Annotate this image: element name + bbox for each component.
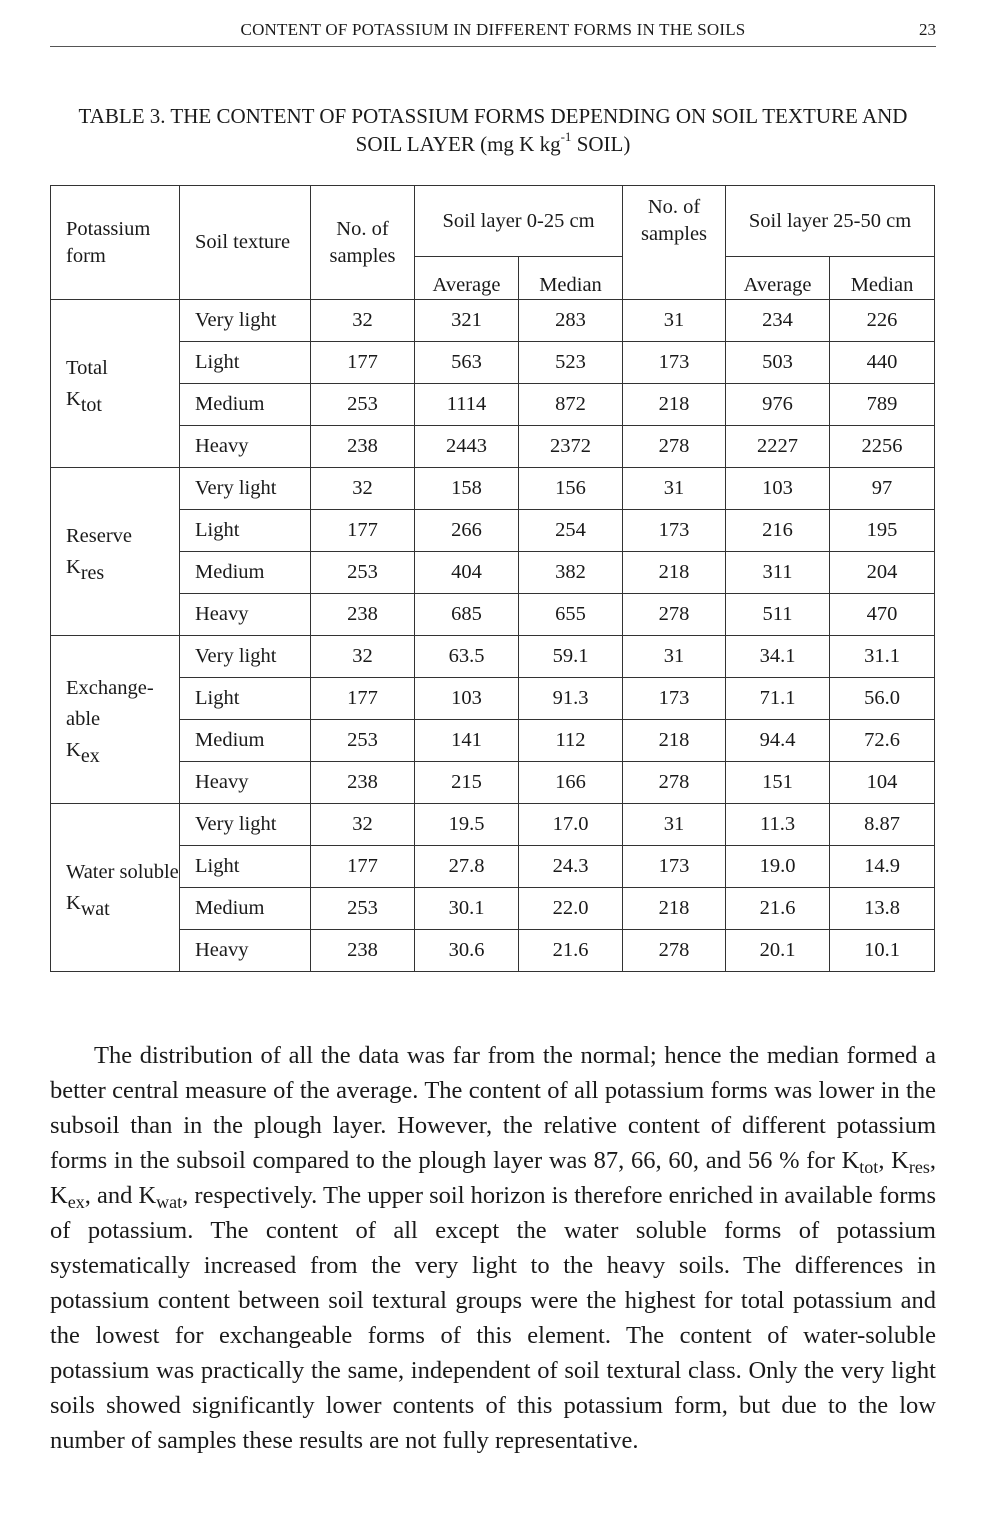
page-number: 23 — [919, 20, 936, 39]
value-cell-med2: 204 — [830, 552, 935, 594]
table-row — [51, 510, 935, 552]
value-cell-med2: 104 — [830, 762, 935, 804]
potassium-form-symbol — [66, 735, 179, 766]
value-cell-n1: 253 — [311, 384, 415, 426]
value-cell-avg2: 151 — [726, 762, 830, 804]
value-cell-avg2: 976 — [726, 384, 830, 426]
table-row — [51, 930, 935, 972]
value-cell-avg2: 311 — [726, 552, 830, 594]
value-cell-avg1: 321 — [415, 300, 519, 342]
header-soil-texture: Soil texture — [180, 186, 311, 300]
soil-texture-cell: Medium — [180, 888, 311, 930]
value-cell-avg2: 511 — [726, 594, 830, 636]
value-cell-n1: 253 — [311, 552, 415, 594]
value-cell-avg1: 1114 — [415, 384, 519, 426]
paragraph-text-2: , respectively. The upper soil horizon is therefore enriched in available forms of potassium. The content of all except the water soluble forms of potassium systematically increased from the very light to the heavy soils. The differences in potassium content between soil textural groups were the highest for total potassium and the lowest for exchangeable forms of this element. The content of water-soluble potassium was practically the same, independent of soil textural class. Only the very light soils showed significantly lower contents of this potassium form, but due to the low number of samples these results are not fully representative. — [50, 1182, 936, 1454]
value-cell-med1: 254 — [519, 510, 623, 552]
value-cell-med1: 655 — [519, 594, 623, 636]
subscript-wat: wat — [156, 1192, 183, 1212]
value-cell-avg1: 563 — [415, 342, 519, 384]
table-row — [51, 636, 935, 678]
potassium-form-symbol — [66, 888, 179, 919]
value-cell-n2: 31 — [623, 804, 726, 846]
value-cell-avg2: 71.1 — [726, 678, 830, 720]
value-cell-avg1: 103 — [415, 678, 519, 720]
value-cell-med1: 2372 — [519, 426, 623, 468]
soil-texture-cell: Light — [180, 846, 311, 888]
subscript-res: res — [908, 1157, 930, 1177]
value-cell-n2: 173 — [623, 342, 726, 384]
value-cell-med2: 195 — [830, 510, 935, 552]
value-cell-avg1: 30.6 — [415, 930, 519, 972]
table-row — [51, 468, 935, 510]
value-cell-med2: 440 — [830, 342, 935, 384]
separator-1: , K — [878, 1147, 909, 1174]
value-cell-avg2: 2227 — [726, 426, 830, 468]
potassium-form-cell — [51, 300, 180, 468]
value-cell-med2: 14.9 — [830, 846, 935, 888]
value-cell-avg2: 11.3 — [726, 804, 830, 846]
value-cell-med2: 56.0 — [830, 678, 935, 720]
value-cell-avg1: 30.1 — [415, 888, 519, 930]
value-cell-n1: 177 — [311, 846, 415, 888]
value-cell-n1: 32 — [311, 468, 415, 510]
running-title: CONTENT OF POTASSIUM IN DIFFERENT FORMS IN THE SOILS — [240, 20, 746, 39]
potassium-form-cell — [51, 468, 180, 636]
symbol-main: K — [66, 387, 81, 410]
soil-texture-cell: Light — [180, 510, 311, 552]
value-cell-med1: 91.3 — [519, 678, 623, 720]
separator-2: , K — [50, 1147, 936, 1209]
table-row — [51, 552, 935, 594]
value-cell-n2: 173 — [623, 510, 726, 552]
table-row — [51, 804, 935, 846]
table-body — [51, 300, 935, 972]
value-cell-n1: 238 — [311, 762, 415, 804]
value-cell-n1: 253 — [311, 720, 415, 762]
value-cell-avg2: 503 — [726, 342, 830, 384]
subscript-tot: tot — [859, 1157, 879, 1177]
value-cell-med2: 97 — [830, 468, 935, 510]
symbol-subscript: tot — [80, 393, 102, 416]
value-cell-n2: 218 — [623, 552, 726, 594]
potassium-form-name: Reserve — [66, 524, 133, 547]
value-cell-n2: 31 — [623, 636, 726, 678]
value-cell-med1: 22.0 — [519, 888, 623, 930]
header-average-2: Average — [726, 257, 830, 300]
value-cell-avg1: 215 — [415, 762, 519, 804]
value-cell-n1: 32 — [311, 636, 415, 678]
body-paragraph — [50, 1038, 936, 1458]
potassium-form-cell — [51, 804, 180, 972]
soil-texture-cell: Light — [180, 678, 311, 720]
value-cell-n2: 218 — [623, 720, 726, 762]
soil-texture-cell: Heavy — [180, 762, 311, 804]
potassium-table — [50, 185, 935, 972]
header-median-2: Median — [830, 257, 935, 300]
value-cell-med1: 872 — [519, 384, 623, 426]
potassium-form-name: Exchange- able — [66, 677, 154, 730]
potassium-form-symbol — [66, 552, 179, 583]
soil-texture-cell: Heavy — [180, 426, 311, 468]
value-cell-med2: 10.1 — [830, 930, 935, 972]
value-cell-n2: 173 — [623, 846, 726, 888]
soil-texture-cell: Very light — [180, 468, 311, 510]
value-cell-med1: 166 — [519, 762, 623, 804]
value-cell-n2: 218 — [623, 888, 726, 930]
table-row — [51, 384, 935, 426]
value-cell-n2: 31 — [623, 468, 726, 510]
value-cell-avg2: 216 — [726, 510, 830, 552]
separator-3: , and K — [84, 1182, 157, 1209]
value-cell-avg1: 2443 — [415, 426, 519, 468]
caption-line-2-prefix: SOIL LAYER (mg K kg — [355, 132, 561, 156]
symbol-main: K — [66, 891, 81, 914]
value-cell-n1: 177 — [311, 342, 415, 384]
value-cell-avg1: 27.8 — [415, 846, 519, 888]
potassium-form-name: Total — [66, 356, 108, 379]
header-median-1: Median — [519, 257, 623, 300]
symbol-main: K — [66, 555, 81, 578]
table-row — [51, 762, 935, 804]
value-cell-med1: 523 — [519, 342, 623, 384]
header-layer-0-25: Soil layer 0-25 cm — [415, 186, 623, 257]
value-cell-med1: 59.1 — [519, 636, 623, 678]
value-cell-avg2: 20.1 — [726, 930, 830, 972]
header-layer-25-50: Soil layer 25-50 cm — [726, 186, 935, 257]
caption-line-2-suffix: SOIL) — [571, 132, 631, 156]
value-cell-med2: 31.1 — [830, 636, 935, 678]
value-cell-avg1: 158 — [415, 468, 519, 510]
running-header — [50, 20, 936, 47]
header-potassium-form: Potassium form — [51, 186, 180, 300]
soil-texture-cell: Very light — [180, 636, 311, 678]
soil-texture-cell: Medium — [180, 720, 311, 762]
symbol-main: K — [66, 739, 81, 761]
paragraph-text-1: The distribution of all the data was far from the normal; hence the median formed a better central measure of the average. The content of all potassium forms was lower in the subsoil than in the plough layer. However, the relative content of different potassium forms in the subsoil compared to the plough layer was 87, 66, 60, and 56 % for K — [50, 1042, 936, 1174]
value-cell-med2: 470 — [830, 594, 935, 636]
value-cell-n2: 278 — [623, 426, 726, 468]
value-cell-avg2: 21.6 — [726, 888, 830, 930]
value-cell-avg1: 141 — [415, 720, 519, 762]
value-cell-med2: 13.8 — [830, 888, 935, 930]
value-cell-avg2: 34.1 — [726, 636, 830, 678]
value-cell-n2: 278 — [623, 930, 726, 972]
value-cell-avg1: 63.5 — [415, 636, 519, 678]
table-row — [51, 846, 935, 888]
table-row — [51, 342, 935, 384]
value-cell-med2: 2256 — [830, 426, 935, 468]
value-cell-avg2: 19.0 — [726, 846, 830, 888]
soil-texture-cell: Medium — [180, 384, 311, 426]
table-row — [51, 888, 935, 930]
value-cell-avg1: 404 — [415, 552, 519, 594]
soil-texture-cell: Very light — [180, 804, 311, 846]
soil-texture-cell: Light — [180, 342, 311, 384]
header-no-samples-2-continued — [623, 257, 726, 300]
soil-texture-cell: Heavy — [180, 594, 311, 636]
value-cell-n1: 177 — [311, 510, 415, 552]
potassium-form-symbol — [66, 384, 179, 415]
value-cell-med1: 283 — [519, 300, 623, 342]
value-cell-n2: 278 — [623, 762, 726, 804]
table-row — [51, 720, 935, 762]
value-cell-med2: 226 — [830, 300, 935, 342]
caption-line-2 — [50, 130, 936, 158]
value-cell-med1: 112 — [519, 720, 623, 762]
value-cell-n1: 238 — [311, 426, 415, 468]
header-no-samples-1: No. of samples — [311, 186, 415, 300]
caption-superscript: -1 — [560, 129, 572, 144]
table-row — [51, 594, 935, 636]
value-cell-avg2: 234 — [726, 300, 830, 342]
table-row — [51, 300, 935, 342]
subscript-ex: ex — [67, 1192, 85, 1212]
value-cell-avg1: 19.5 — [415, 804, 519, 846]
value-cell-med1: 156 — [519, 468, 623, 510]
header-no-samples-2: No. of samples — [623, 186, 726, 257]
value-cell-med1: 17.0 — [519, 804, 623, 846]
value-cell-n1: 32 — [311, 804, 415, 846]
value-cell-n2: 173 — [623, 678, 726, 720]
value-cell-med1: 24.3 — [519, 846, 623, 888]
potassium-form-name: Water soluble — [66, 860, 179, 883]
value-cell-avg2: 103 — [726, 468, 830, 510]
value-cell-med1: 382 — [519, 552, 623, 594]
symbol-subscript: res — [80, 561, 105, 584]
value-cell-med2: 72.6 — [830, 720, 935, 762]
caption-line-1: TABLE 3. THE CONTENT OF POTASSIUM FORMS DEPENDING ON SOIL TEXTURE AND — [78, 104, 908, 128]
value-cell-med1: 21.6 — [519, 930, 623, 972]
value-cell-med2: 789 — [830, 384, 935, 426]
symbol-subscript: ex — [80, 745, 100, 767]
header-average-1: Average — [415, 257, 519, 300]
value-cell-avg1: 685 — [415, 594, 519, 636]
value-cell-avg2: 94.4 — [726, 720, 830, 762]
soil-texture-cell: Very light — [180, 300, 311, 342]
value-cell-n1: 177 — [311, 678, 415, 720]
value-cell-med2: 8.87 — [830, 804, 935, 846]
value-cell-n1: 238 — [311, 594, 415, 636]
soil-texture-cell: Medium — [180, 552, 311, 594]
value-cell-n2: 278 — [623, 594, 726, 636]
table-row — [51, 678, 935, 720]
table-row — [51, 426, 935, 468]
table-caption — [50, 102, 936, 158]
symbol-subscript: wat — [80, 897, 110, 920]
value-cell-n1: 32 — [311, 300, 415, 342]
value-cell-n1: 253 — [311, 888, 415, 930]
value-cell-avg1: 266 — [415, 510, 519, 552]
soil-texture-cell: Heavy — [180, 930, 311, 972]
value-cell-n2: 31 — [623, 300, 726, 342]
value-cell-n1: 238 — [311, 930, 415, 972]
potassium-form-cell — [51, 636, 180, 804]
value-cell-n2: 218 — [623, 384, 726, 426]
